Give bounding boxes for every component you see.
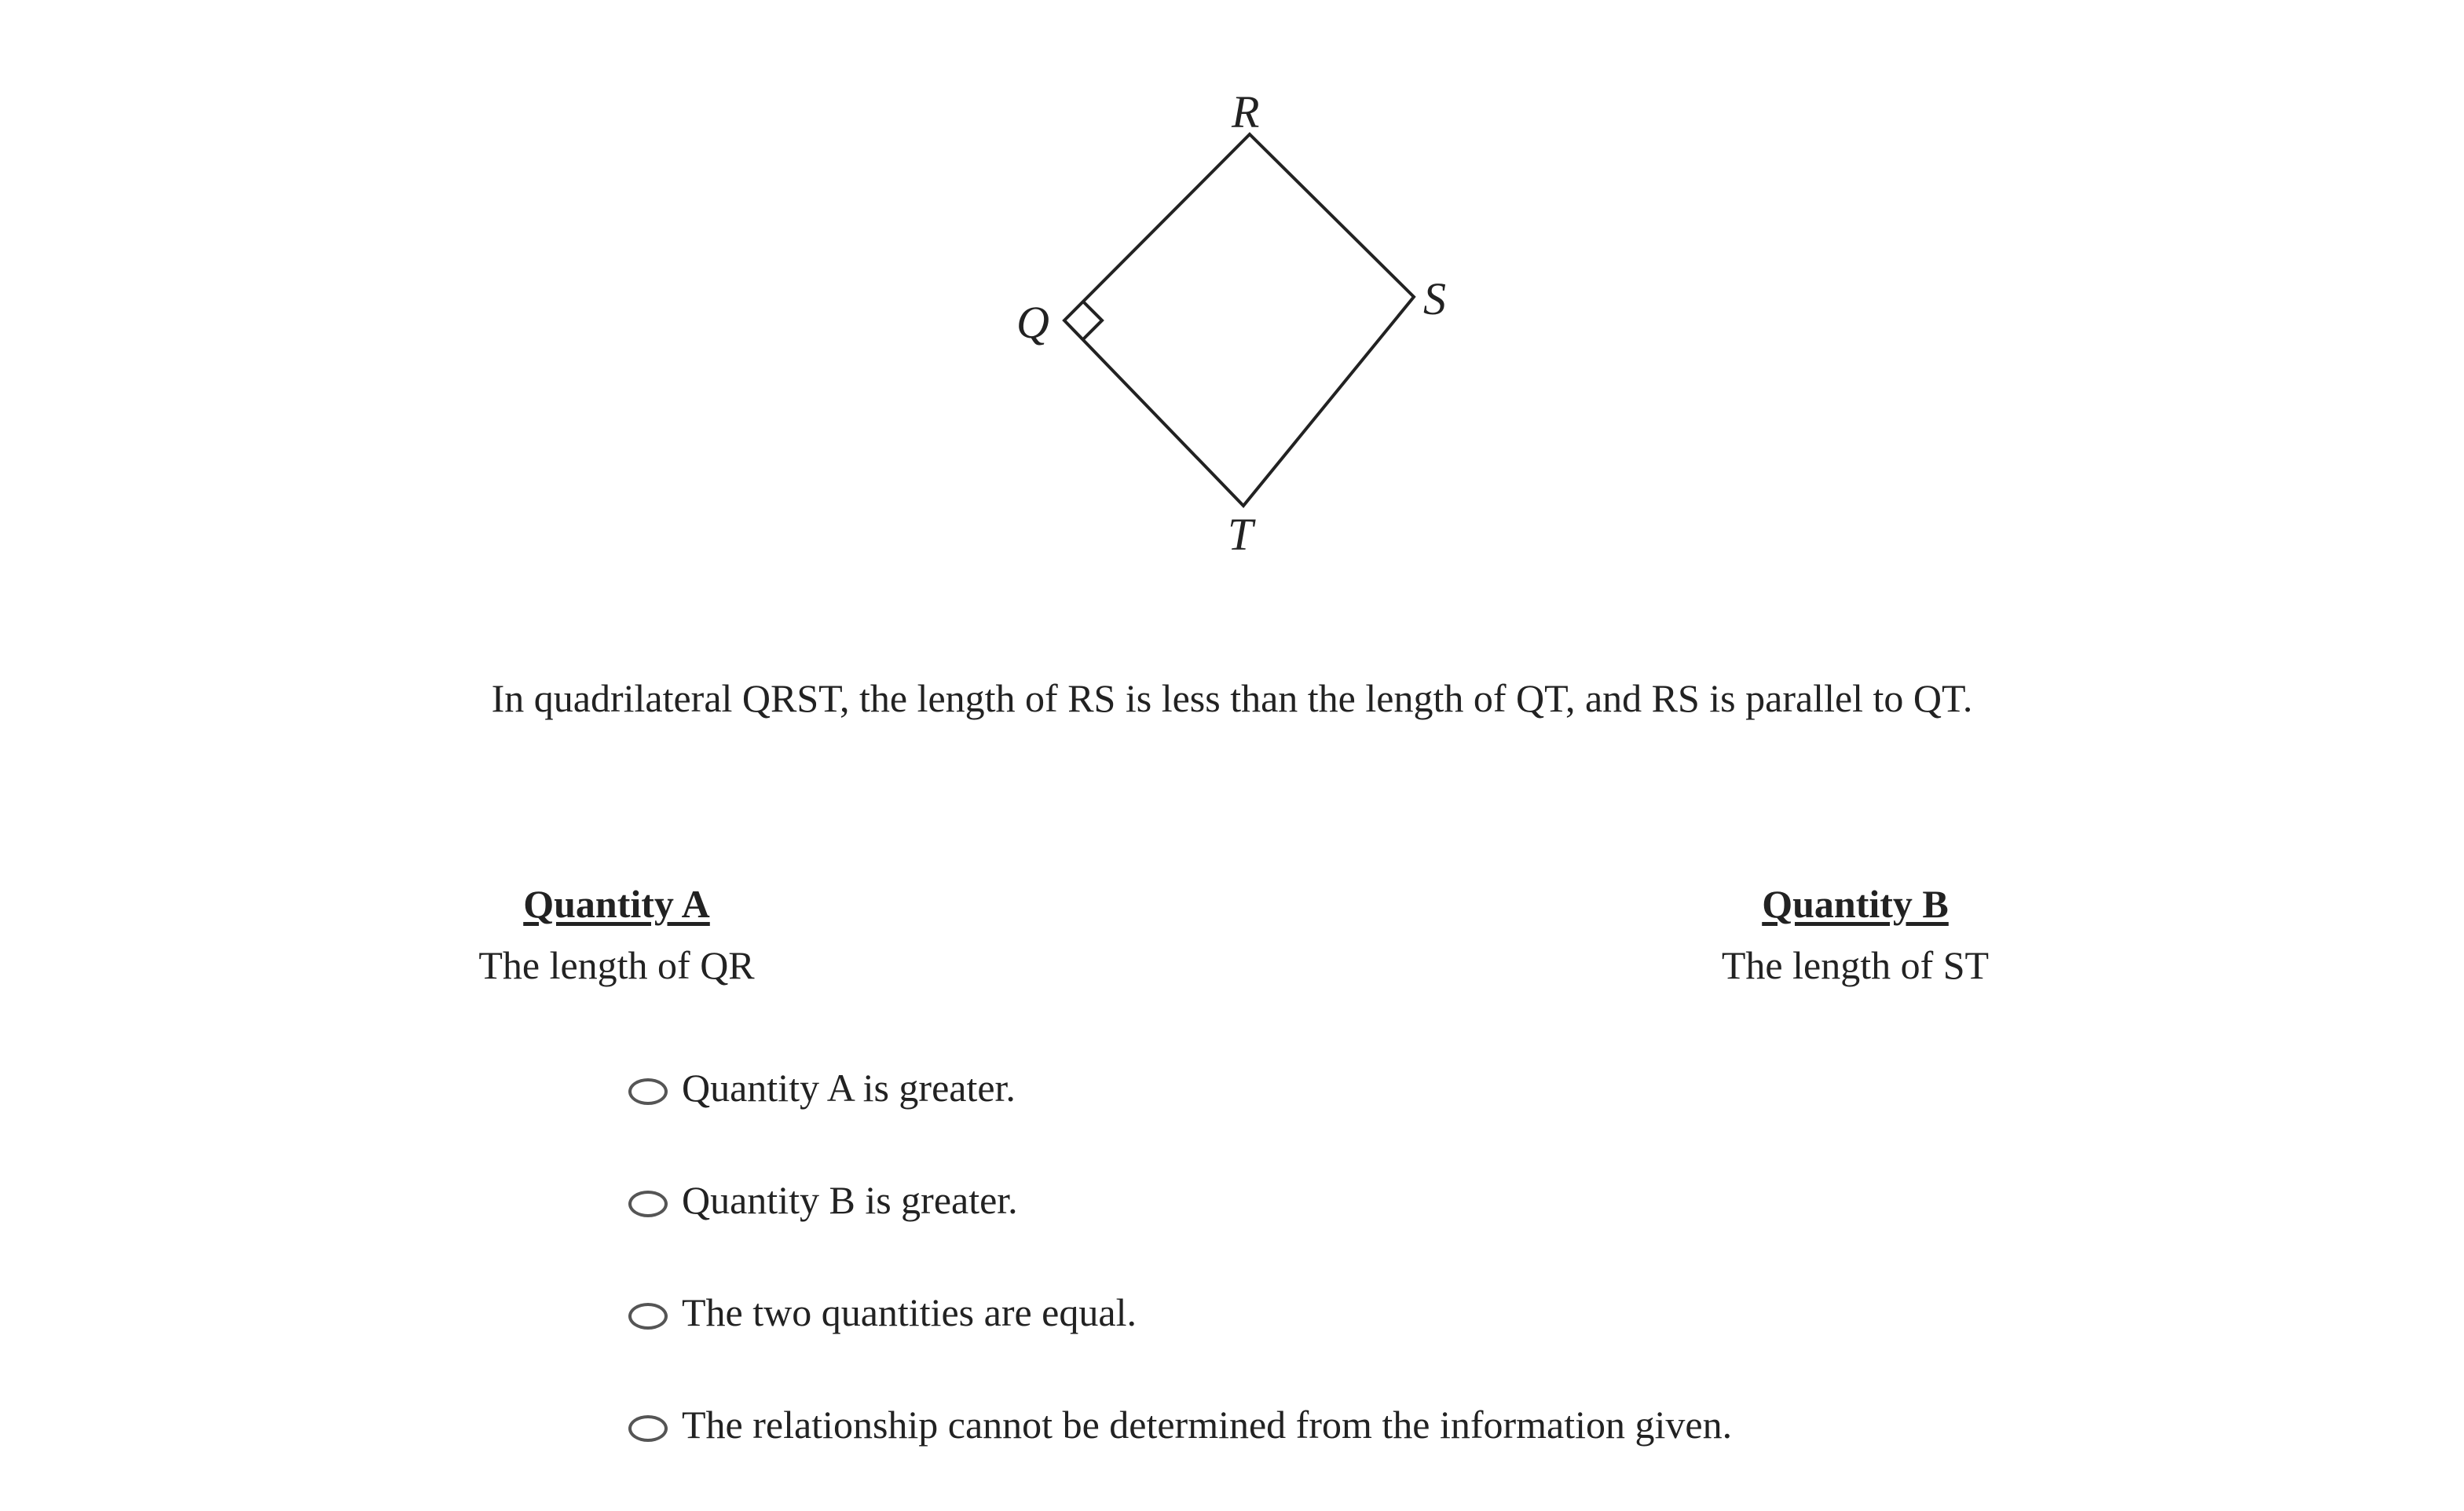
quantity-b-heading: Quantity B (1762, 882, 1949, 926)
answer-choice-label[interactable]: The two quantities are equal. (682, 1290, 1137, 1334)
quantity-b-value: The length of ST (1721, 943, 1990, 987)
radio-button[interactable] (628, 1078, 668, 1105)
vertex-label-r: R (1232, 86, 1260, 137)
quantity-a-heading: Quantity A (523, 882, 710, 926)
quantity-b-column (1580, 878, 2130, 991)
answer-choice-b[interactable] (628, 1174, 1732, 1226)
radio-button[interactable] (628, 1415, 668, 1442)
quantity-a-value: The length of QR (478, 943, 755, 987)
answer-choice-c[interactable] (628, 1286, 1732, 1338)
right-angle-marker (1083, 302, 1102, 339)
vertex-label-t: T (1228, 509, 1254, 560)
quadrilateral-figure (982, 79, 1485, 581)
radio-button[interactable] (628, 1303, 668, 1330)
radio-button[interactable] (628, 1191, 668, 1217)
question-stem: In quadrilateral QRST, the length of RS is less than the length of QT, and RS is parallel to QT. (491, 676, 1973, 720)
answer-choice-label[interactable]: Quantity B is greater. (682, 1178, 1018, 1222)
answer-choices (628, 1062, 1732, 1511)
answer-choice-label[interactable]: The relationship cannot be determined from the information given. (682, 1403, 1733, 1447)
quantity-a-column (342, 878, 892, 991)
vertex-label-s: S (1423, 273, 1446, 324)
answer-choice-label[interactable]: Quantity A is greater. (682, 1066, 1016, 1110)
answer-choice-a[interactable] (628, 1062, 1732, 1114)
quadrilateral-diagram (982, 79, 1485, 581)
vertex-label-q: Q (1016, 297, 1049, 348)
answer-choice-d[interactable] (628, 1399, 1732, 1451)
quadrilateral-qrst (1064, 134, 1414, 506)
